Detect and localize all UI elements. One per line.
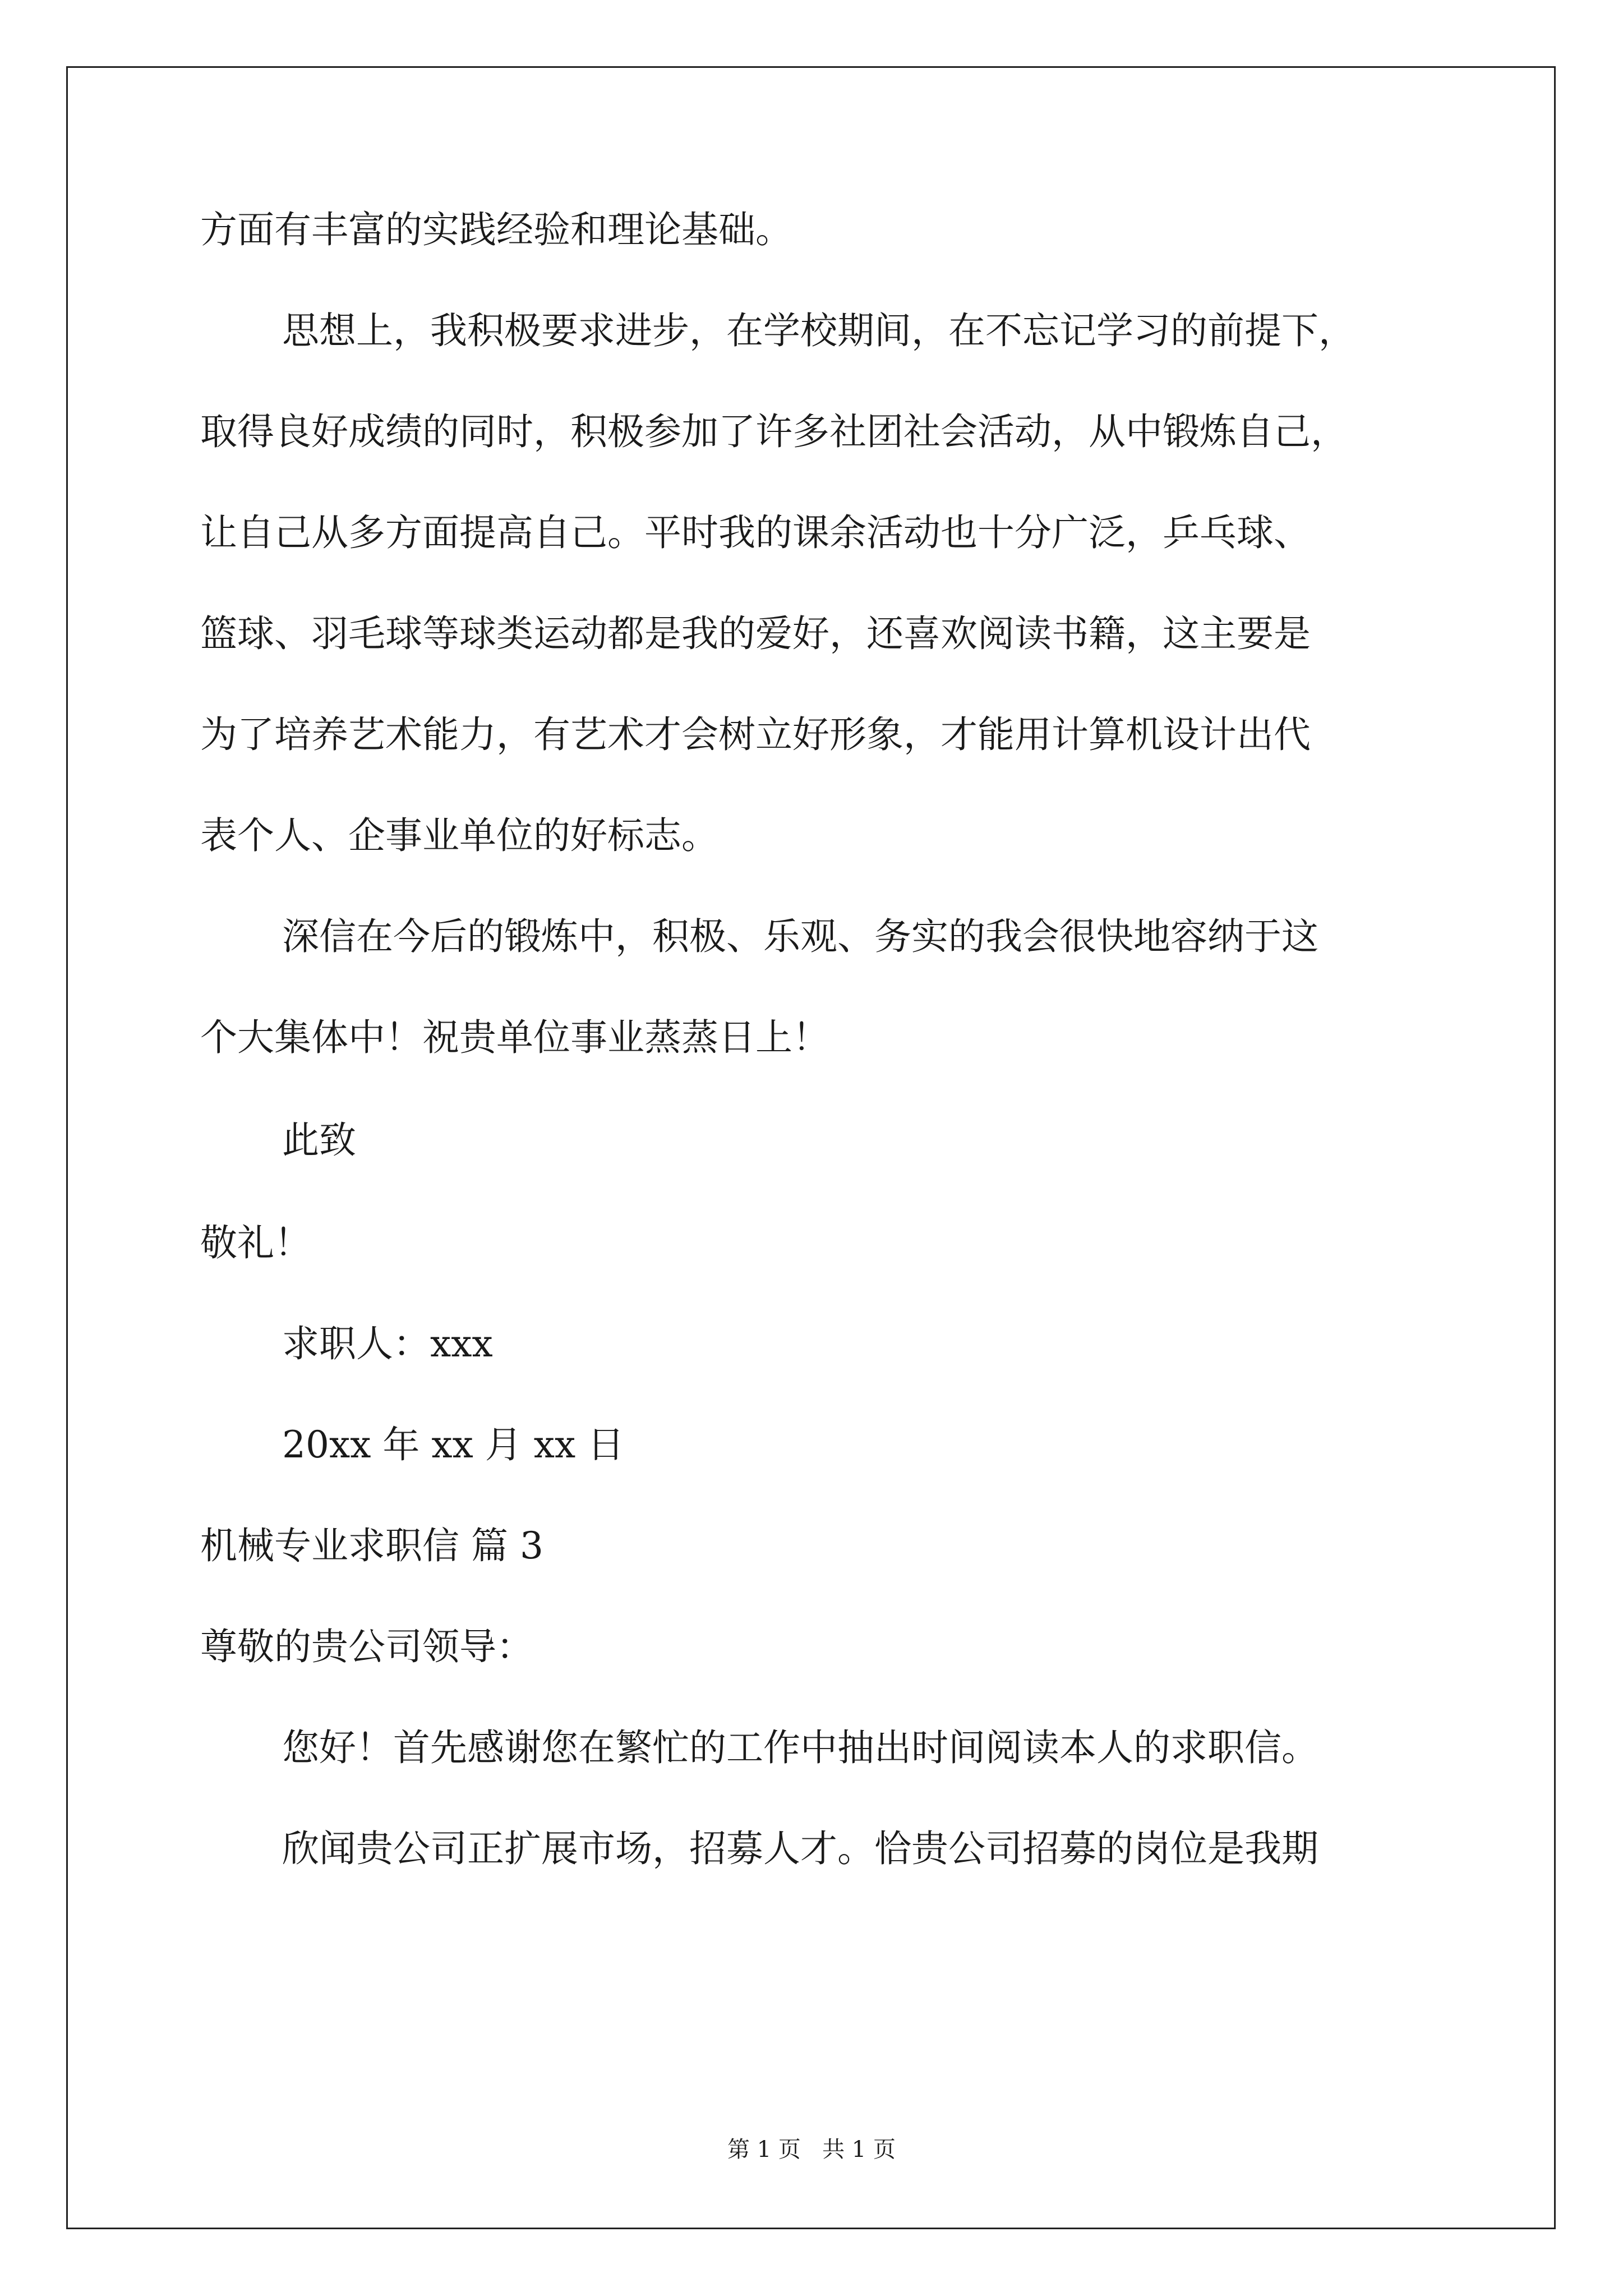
text-line: 求职人：xxx (282, 1322, 493, 1365)
text-line: 为了培养艺术能力，有艺术才会树立好形象，才能用计算机设计出代 (200, 713, 1311, 756)
text-line: 个大集体中！祝贵单位事业蒸蒸日上！ (200, 1016, 829, 1059)
text-line: 思想上，我积极要求进步，在学校期间，在不忘记学习的前提下， (282, 309, 1355, 352)
text-line: 此致 (282, 1119, 356, 1162)
text-line: 取得良好成绩的同时，积极参加了许多社团社会活动，从中锻炼自己， (200, 410, 1348, 453)
page-number-footer: 第 1 页 共 1 页 (727, 2137, 896, 2162)
salutation: 尊敬的贵公司领导： (200, 1625, 533, 1668)
text-line: 敬礼！ (200, 1221, 311, 1264)
text-line: 方面有丰富的实践经验和理论基础。 (200, 208, 792, 251)
text-line: 20xx 年 xx 月 xx 日 (282, 1423, 625, 1466)
text-line: 篮球、羽毛球等球类运动都是我的爱好，还喜欢阅读书籍，这主要是 (200, 612, 1311, 655)
text-line: 深信在今后的锻炼中，积极、乐观、务实的我会很快地容纳于这 (282, 915, 1318, 958)
text-line: 表个人、企事业单位的好标志。 (200, 814, 718, 857)
text-line: 欣闻贵公司正扩展市场，招募人才。恰贵公司招募的岗位是我期 (282, 1827, 1318, 1870)
text-line: 让自己从多方面提高自己。平时我的课余活动也十分广泛，乒乓球、 (200, 511, 1311, 554)
section-heading: 机械专业求职信 篇 3 (200, 1524, 543, 1567)
text-line: 您好！首先感谢您在繁忙的工作中抽出时间阅读本人的求职信。 (282, 1726, 1318, 1769)
